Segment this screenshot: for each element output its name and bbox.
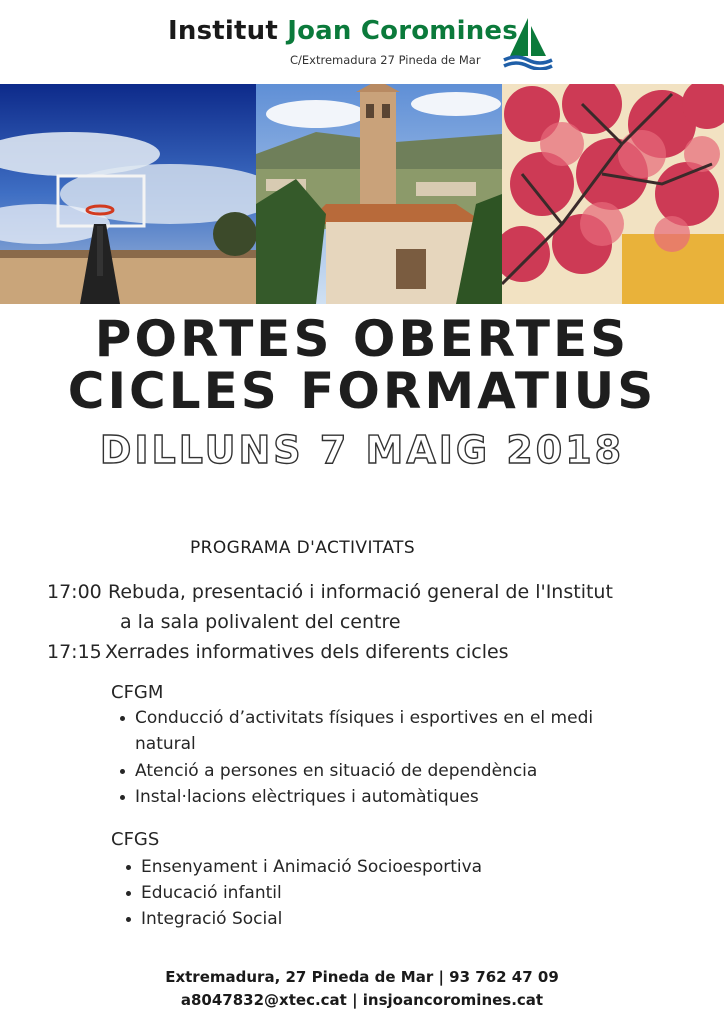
cfgs-heading: CFGS [111,829,160,850]
activity-1-text: Rebuda, presentació i informació general de l'Institut [108,581,613,603]
footer-address-phone: Extremadura, 27 Pineda de Mar | 93 762 47 09 [165,968,559,986]
footer-email-website: a8047832@xtec.cat | insjoancoromines.cat [180,991,544,1009]
cfgm-item-continuation: natural [135,734,196,754]
cfgs-item: Integració Social [141,909,283,929]
activity-2-text: Xerrades informatives dels diferents cicles [105,641,509,663]
cfgs-item: Educació infantil [141,883,282,903]
sailboat-logo-icon [502,16,554,70]
church-tower-town-photo [256,84,502,304]
bullet-icon [126,865,131,870]
cfgm-item: Conducció d’activitats físiques i esportives en el medi [135,708,594,728]
bullet-icon [126,917,131,922]
activity-1-time: 17:00 [47,581,102,603]
bullet-icon [126,891,131,896]
bullet-icon [120,795,125,800]
basketball-hoop-photo [0,84,256,304]
headline-open-days: PORTES OBERTES [94,310,630,368]
bullet-icon [120,716,125,721]
institute-name-part1: Institut [168,16,278,46]
event-date: DILLUNS 7 MAIG 2018 [99,428,625,472]
headline-training-cycles: CICLES FORMATIUS [67,362,657,420]
cfgm-item: Atenció a persones en situació de dependència [135,761,538,781]
institute-address: C/Extremadura 27 Pineda de Mar [290,53,481,67]
program-title: PROGRAMA D'ACTIVITATS [190,538,416,558]
activity-2-time: 17:15 [47,641,102,663]
activity-1-continuation: a la sala polivalent del centre [120,611,401,633]
cfgm-item: Instal·lacions elèctriques i automàtiques [135,787,479,807]
bullet-icon [120,769,125,774]
institute-name [168,16,518,46]
institute-name-part2: Joan Coromines [287,16,518,46]
cfgs-item: Ensenyament i Animació Socioesportiva [141,857,483,877]
blossoming-tree-photo [502,84,724,304]
cfgm-heading: CFGM [111,682,164,703]
